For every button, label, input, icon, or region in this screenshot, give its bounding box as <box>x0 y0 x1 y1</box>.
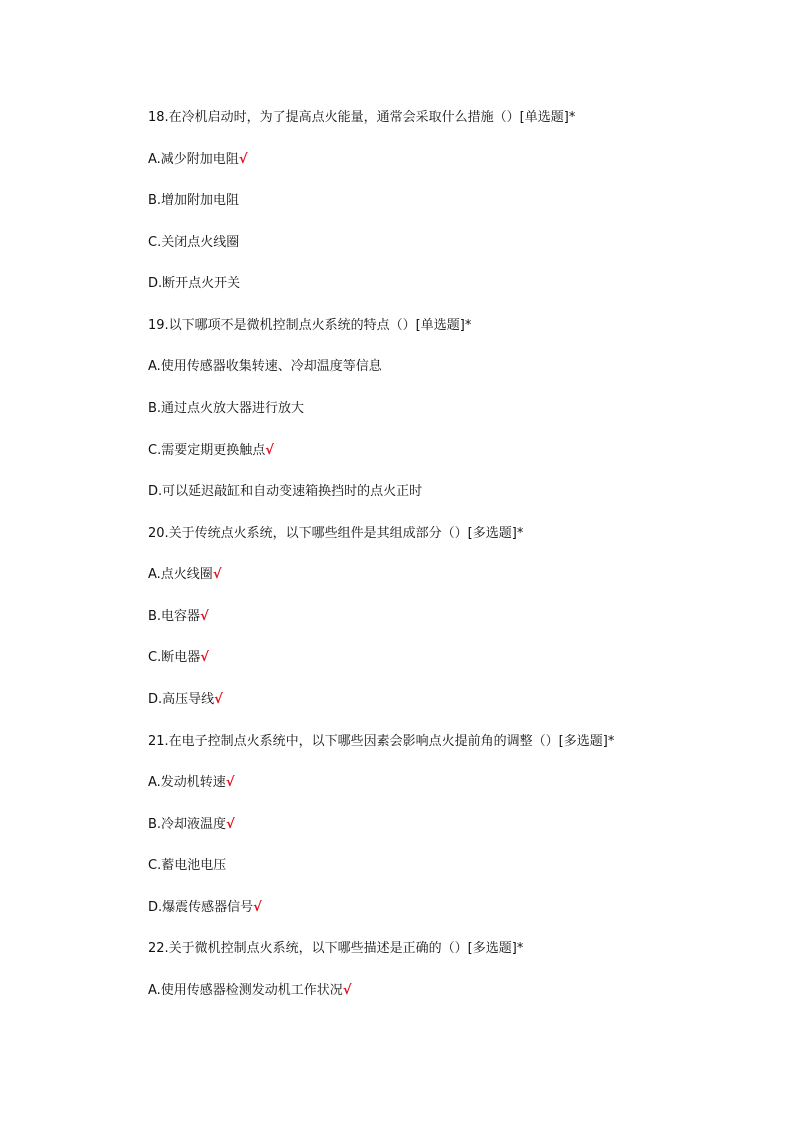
option-text: B.通过点火放大器进行放大 <box>148 401 305 416</box>
question-text: 18.在冷机启动时，为了提高点火能量，通常会采取什么措施（）[单选题]* <box>148 110 576 125</box>
option-text: C.断电器 <box>148 650 201 665</box>
option-text: C.需要定期更换触点 <box>148 443 266 458</box>
question-text: 21.在电子控制点火系统中，以下哪些因素会影响点火提前角的调整（）[多选题]* <box>148 734 615 749</box>
option <box>148 400 304 418</box>
checkmark: √ <box>265 443 274 458</box>
option <box>148 608 209 626</box>
checkmark: √ <box>200 609 209 624</box>
option-text: D.爆震传感器信号 <box>148 900 254 915</box>
option-text: B.电容器 <box>148 609 201 624</box>
option <box>148 483 422 501</box>
checkmark: √ <box>212 567 222 582</box>
option-text: A.使用传感器检测发动机工作状况 <box>148 983 343 998</box>
option-text: B.冷却液温度 <box>148 817 227 832</box>
option <box>148 774 234 792</box>
option-text: A.发动机转速 <box>148 775 226 790</box>
checkmark: √ <box>238 152 248 167</box>
checkmark: √ <box>226 817 235 832</box>
option-text: D.高压导线 <box>148 692 215 707</box>
option <box>148 442 274 460</box>
option-text: D.断开点火开关 <box>148 276 241 291</box>
checkmark: √ <box>214 692 223 707</box>
option <box>148 982 351 1000</box>
option <box>148 566 221 584</box>
option-text: C.蓄电池电压 <box>148 858 227 873</box>
question-text: 20.关于传统点火系统，以下哪些组件是其组成部分（）[多选题]* <box>148 526 524 541</box>
option-text: A.使用传感器收集转速、冷却温度等信息 <box>148 359 382 374</box>
option <box>148 899 262 917</box>
option-text: A.点火线圈 <box>148 567 213 582</box>
checkmark: √ <box>253 900 262 915</box>
option-text: A.减少附加电阻 <box>148 152 239 167</box>
question-text: 19.以下哪项不是微机控制点火系统的特点（）[单选题]* <box>148 318 472 333</box>
option-text: C.关闭点火线圈 <box>148 235 240 250</box>
option <box>148 192 239 210</box>
option <box>148 649 209 667</box>
checkmark: √ <box>225 775 235 790</box>
checkmark: √ <box>342 983 352 998</box>
option <box>148 857 226 875</box>
option <box>148 358 382 376</box>
option <box>148 234 239 252</box>
checkmark: √ <box>200 650 209 665</box>
option <box>148 151 247 169</box>
option-text: D.可以延迟敲缸和自动变速箱换挡时的点火正时 <box>148 484 423 499</box>
option <box>148 275 240 293</box>
question-text: 22.关于微机控制点火系统，以下哪些描述是正确的（）[多选题]* <box>148 941 524 956</box>
option <box>148 691 223 709</box>
option-text: B.增加附加电阻 <box>148 193 240 208</box>
option <box>148 816 235 834</box>
